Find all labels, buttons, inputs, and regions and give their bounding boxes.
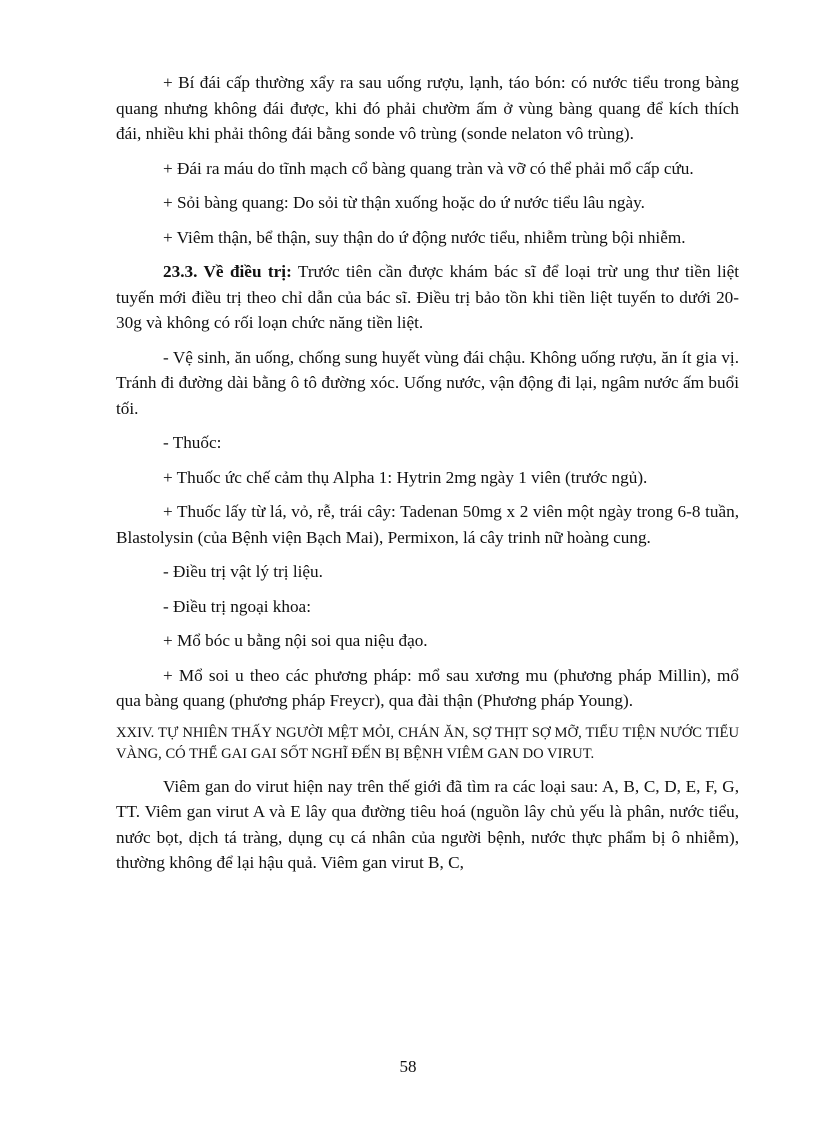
paragraph-acute-retention: + Bí đái cấp thường xẩy ra sau uống rượu, lạnh, táo bón: có nước tiểu trong bàng quang nhưng không đái được, khi đó phải chườm ấm ở vùng bàng quang để kích thích đái, nhiều khi phải thông đái bằng sonde vô trùng (sonde nelaton vô trùng). [116,73,739,143]
page-number: 58 [399,1057,417,1076]
treatment-heading: 23.3. Về điều trị: [163,262,292,281]
paragraph-hepatitis: Viêm gan do virut hiện nay trên thế giới đã tìm ra các loại sau: A, B, C, D, E, F, G, TT. Viêm gan virut A và E lây qua đường tiêu hoá (nguồn lây chủ yếu là phân, nước tiểu, nước bọt, dịch tá tràng, dụng cụ cá nhân của người bệnh, nước thực phẩm bị ô nhiễm), thường không để lại hậu quả. Viêm gan virut B, C, [116,776,739,872]
paragraph-bladder-stone: + Sỏi bàng quang: Do sỏi từ thận xuống hoặc do ứ nước tiểu lâu ngày. [163,193,645,212]
paragraph-alpha-blocker: + Thuốc ức chế cảm thụ Alpha 1: Hytrin 2mg ngày 1 viên (trước ngủ). [163,467,648,487]
paragraph-surgical-methods: + Mổ soi u theo các phương pháp: mổ sau xương mu (phương pháp Millin), mổ qua bàng quang (phương pháp Freycr), qua đài thận (Phương pháp Young). [116,665,739,710]
page-body [116,70,739,885]
section-title: XXIV. TỰ NHIÊN THẤY NGƯỜI MỆT MỎI, CHÁN ĂN, SỢ THỊT SỢ MỠ, TIỂU TIỆN NƯỚC TIỂU VÀNG, CÓ THỂ GAI GAI SỐT NGHĨ ĐẾN BỊ BỆNH VIÊM GAN DO VIRUT. [116,724,739,762]
paragraph-hygiene: - Vệ sinh, ăn uống, chống sung huyết vùng đái chậu. Không uống rượu, ăn ít gia vị. Tránh đi đường dài bằng ô tô đường xóc. Uống nước, vận động đi lại, ngâm nước ấm buổi tối. [116,347,739,418]
paragraph-herbal-medicine: + Thuốc lấy từ lá, vỏ, rễ, trái cây: Tadenan 50mg x 2 viên một ngày trong 6-8 tuần, Blastolysin (của Bệnh viện Bạch Mai), Permixon, lá cây trinh nữ hoàng cung. [116,502,739,547]
paragraph-nephritis: + Viêm thận, bể thận, suy thận do ứ động nước tiểu, nhiễm trùng bội nhiễm. [163,227,686,247]
paragraph-treatment [116,259,739,336]
paragraph-endoscopic-surgery: + Mổ bóc u bằng nội soi qua niệu đạo. [163,631,428,650]
paragraph-physiotherapy: - Điều trị vật lý trị liệu. [163,562,323,581]
paragraph-surgery-label: - Điều trị ngoại khoa: [163,596,311,616]
treatment-text: Trước tiên cần được khám bác sĩ để loại trừ ung thư tiền liệt tuyến mới điều trị theo chỉ dẫn của bác sĩ. Điều trị bảo tồn khi tiền liệt tuyến to dưới 20-30g và không có rối loạn chức năng tiền liệt. [116,262,740,332]
paragraph-hematuria: + Đái ra máu do tĩnh mạch cổ bàng quang tràn và vỡ có thể phải mổ cấp cứu. [163,158,694,178]
paragraph-medicine-label: - Thuốc: [163,433,222,452]
